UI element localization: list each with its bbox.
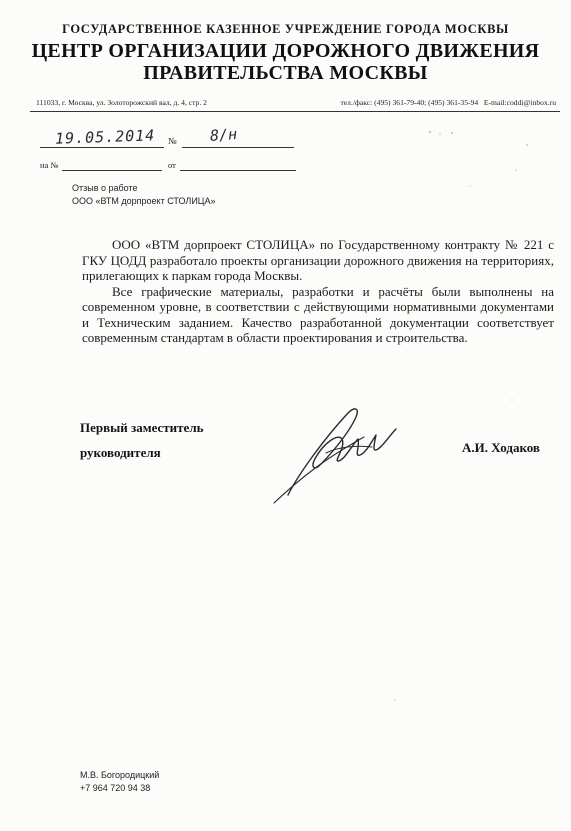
body-paragraph: ООО «ВТМ дорпроект СТОЛИЦА» по Государственному контракту № 221 с ГКУ ЦОДД разработало проекты организации дорожного движения на территориях, прилегающих к паркам города Москвы. <box>82 237 554 283</box>
handwritten-signature <box>268 395 408 505</box>
org-address: 111033, г. Москва, ул. Золоторожский вал, д. 4, стр. 2 <box>36 98 207 107</box>
registration-number: 8/н <box>209 125 238 145</box>
org-name-line1: ЦЕНТР ОРГАНИЗАЦИИ ДОРОЖНОГО ДВИЖЕНИЯ <box>31 40 540 62</box>
org-name <box>0 40 571 84</box>
registration-number-label: № <box>168 136 177 146</box>
org-phone-fax: тел./факс: (495) 361-79-40; (495) 361-35-94 <box>340 98 479 107</box>
contact-phone: +7 964 720 94 38 <box>80 783 151 793</box>
letter-subject <box>72 182 215 208</box>
reference-number-blank <box>62 170 162 171</box>
number-blank-line <box>182 147 294 148</box>
reference-number-label: на № <box>40 160 59 170</box>
body-paragraph: Все графические материалы, разработки и расчёты были выполнены на современном уровне, в соответствии с действующими нормативными документами и Техническим заданием. Качество разработанной документации соответствует современным стандартам в области проектирования и строительства. <box>82 283 554 345</box>
org-contacts <box>340 98 556 107</box>
registration-date: 19.05.2014 <box>54 126 156 148</box>
date-blank-line <box>40 147 164 148</box>
org-name-line2: ПРАВИТЕЛЬСТВА МОСКВЫ <box>143 62 428 84</box>
letter-body <box>82 237 554 346</box>
contact-header-row <box>36 98 556 107</box>
signer-position-line2: руководителя <box>80 445 161 460</box>
subject-line1: Отзыв о работе <box>72 183 138 193</box>
reference-date-blank <box>180 170 296 171</box>
org-parent-name: ГОСУДАРСТВЕННОЕ КАЗЕННОЕ УЧРЕЖДЕНИЕ ГОРОДА МОСКВЫ <box>62 22 509 36</box>
header-rule <box>30 111 560 112</box>
reference-date-label: от <box>168 160 176 170</box>
contact-person: М.В. Богородицкий <box>80 770 160 780</box>
signer-position-line1: Первый заместитель <box>80 420 204 435</box>
org-email: E-mail:coddi@inbox.ru <box>483 98 556 107</box>
contact-person-block <box>80 769 159 795</box>
signer-name: А.И. Ходаков <box>462 440 540 455</box>
subject-line2: ООО «ВТМ дорпроект СТОЛИЦА» <box>72 196 216 206</box>
signer-position <box>80 415 204 465</box>
